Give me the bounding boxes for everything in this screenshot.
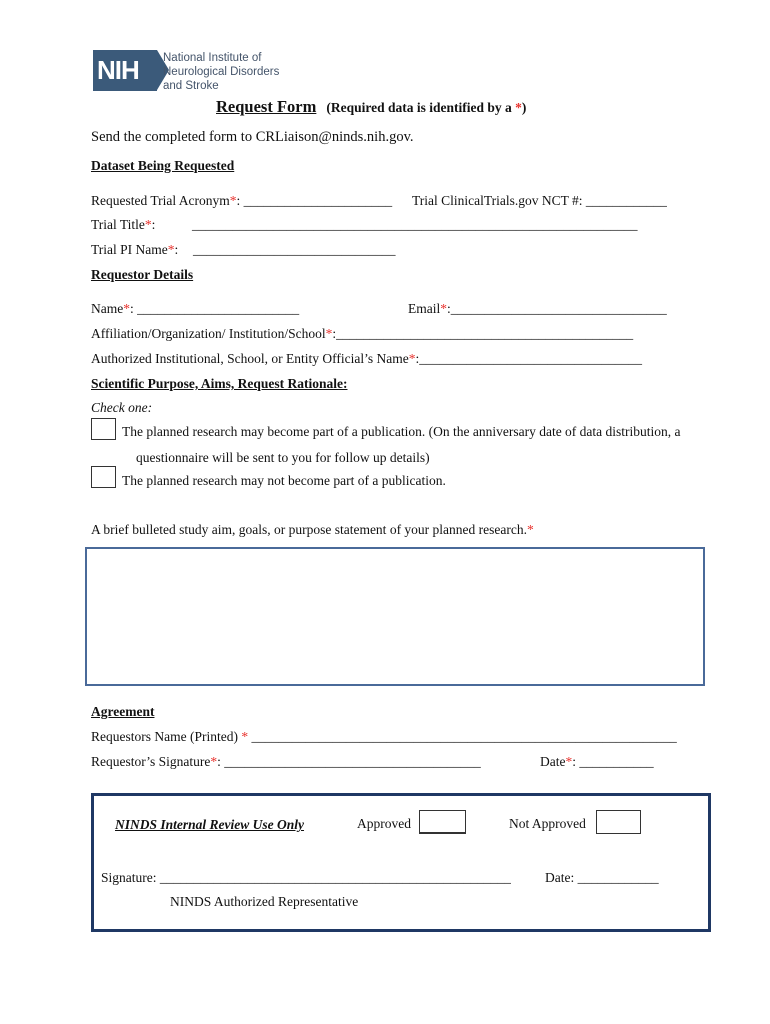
required-star: * xyxy=(241,729,249,744)
aim-prompt: A brief bulleted study aim, goals, or purpose statement of your planned research.* xyxy=(91,522,534,537)
nih-logo xyxy=(93,50,157,91)
no-publication-checkbox[interactable] xyxy=(91,466,116,488)
required-star: * xyxy=(527,522,534,537)
reviewer-signature-field[interactable]: Signature: ____________________________________________________ xyxy=(101,870,511,885)
agreement-heading: Agreement xyxy=(91,704,155,719)
logo-line-1: National Institute of xyxy=(163,52,262,64)
required-star: * xyxy=(408,351,416,366)
reviewer-caption: NINDS Authorized Representative xyxy=(170,894,359,909)
affiliation-field[interactable]: Affiliation/Organization/ Institution/School*:____________________________________________ xyxy=(91,326,634,341)
trial-title-field[interactable]: __________________________________________________________________ xyxy=(192,217,638,232)
required-star: * xyxy=(229,193,237,208)
option-publication-label-cont: questionnaire will be sent to you for follow up details) xyxy=(136,450,430,465)
required-star: * xyxy=(167,242,175,257)
purpose-heading: Scientific Purpose, Aims, Request Rationale: xyxy=(91,376,348,391)
requestor-heading: Requestor Details xyxy=(91,267,194,282)
acronym-field[interactable] xyxy=(91,193,392,209)
not-approved-checkbox[interactable] xyxy=(596,810,641,834)
required-star: * xyxy=(144,217,152,232)
trial-pi-label: Trial PI Name*: xyxy=(91,242,179,257)
required-note: (Required data is identified by a *) xyxy=(326,100,527,115)
printed-name-field[interactable]: Requestors Name (Printed) * _______________________________________________________________ xyxy=(91,729,677,744)
logo-text xyxy=(163,51,279,93)
publication-checkbox[interactable] xyxy=(91,418,116,440)
name-field[interactable]: Name*: ________________________ xyxy=(91,301,300,316)
logo-line-3: and Stroke xyxy=(163,80,219,92)
not-approved-label: Not Approved xyxy=(509,816,586,831)
form-title: Request Form xyxy=(216,97,317,116)
required-star: * xyxy=(123,301,130,316)
check-one-label: Check one: xyxy=(91,400,153,415)
acronym-label: Requested Trial Acronym xyxy=(91,193,230,208)
requestor-date-field[interactable]: Date*: ___________ xyxy=(540,754,654,769)
required-star: * xyxy=(440,301,447,316)
option-no-publication-label: The planned research may not become part of a publication. xyxy=(122,473,446,488)
required-star: * xyxy=(565,754,573,769)
logo-abbr: NIH xyxy=(97,55,139,85)
dataset-heading: Dataset Being Requested xyxy=(91,158,235,173)
review-heading: NINDS Internal Review Use Only xyxy=(115,817,305,832)
form-header xyxy=(216,97,526,117)
official-name-field[interactable]: Authorized Institutional, School, or Entity Official’s Name*:_________________________________ xyxy=(91,351,642,366)
logo-line-2: Neurological Disorders xyxy=(163,66,280,78)
requestor-signature-field[interactable]: Requestor’s Signature*: ______________________________________ xyxy=(91,754,481,769)
acronym-line: : ______________________ xyxy=(236,193,393,208)
intro-text: Send the completed form to CRLiaison@ninds.nih.gov. xyxy=(91,129,414,145)
trial-title-label: Trial Title*: xyxy=(91,217,156,232)
reviewer-date-field[interactable]: Date: ____________ xyxy=(545,870,659,885)
approved-label: Approved xyxy=(357,816,411,831)
required-star: * xyxy=(210,754,218,769)
trial-pi-field[interactable]: ______________________________ xyxy=(193,242,396,257)
required-star: * xyxy=(325,326,333,341)
option-publication-label: The planned research may become part of a publication. (On the anniversary date of data distribution, a xyxy=(122,424,681,439)
approved-checkbox[interactable] xyxy=(419,810,466,834)
aim-textarea[interactable] xyxy=(85,547,705,686)
nct-field[interactable]: Trial ClinicalTrials.gov NCT #: ____________ xyxy=(412,193,667,208)
email-field[interactable]: Email*:________________________________ xyxy=(408,301,667,316)
